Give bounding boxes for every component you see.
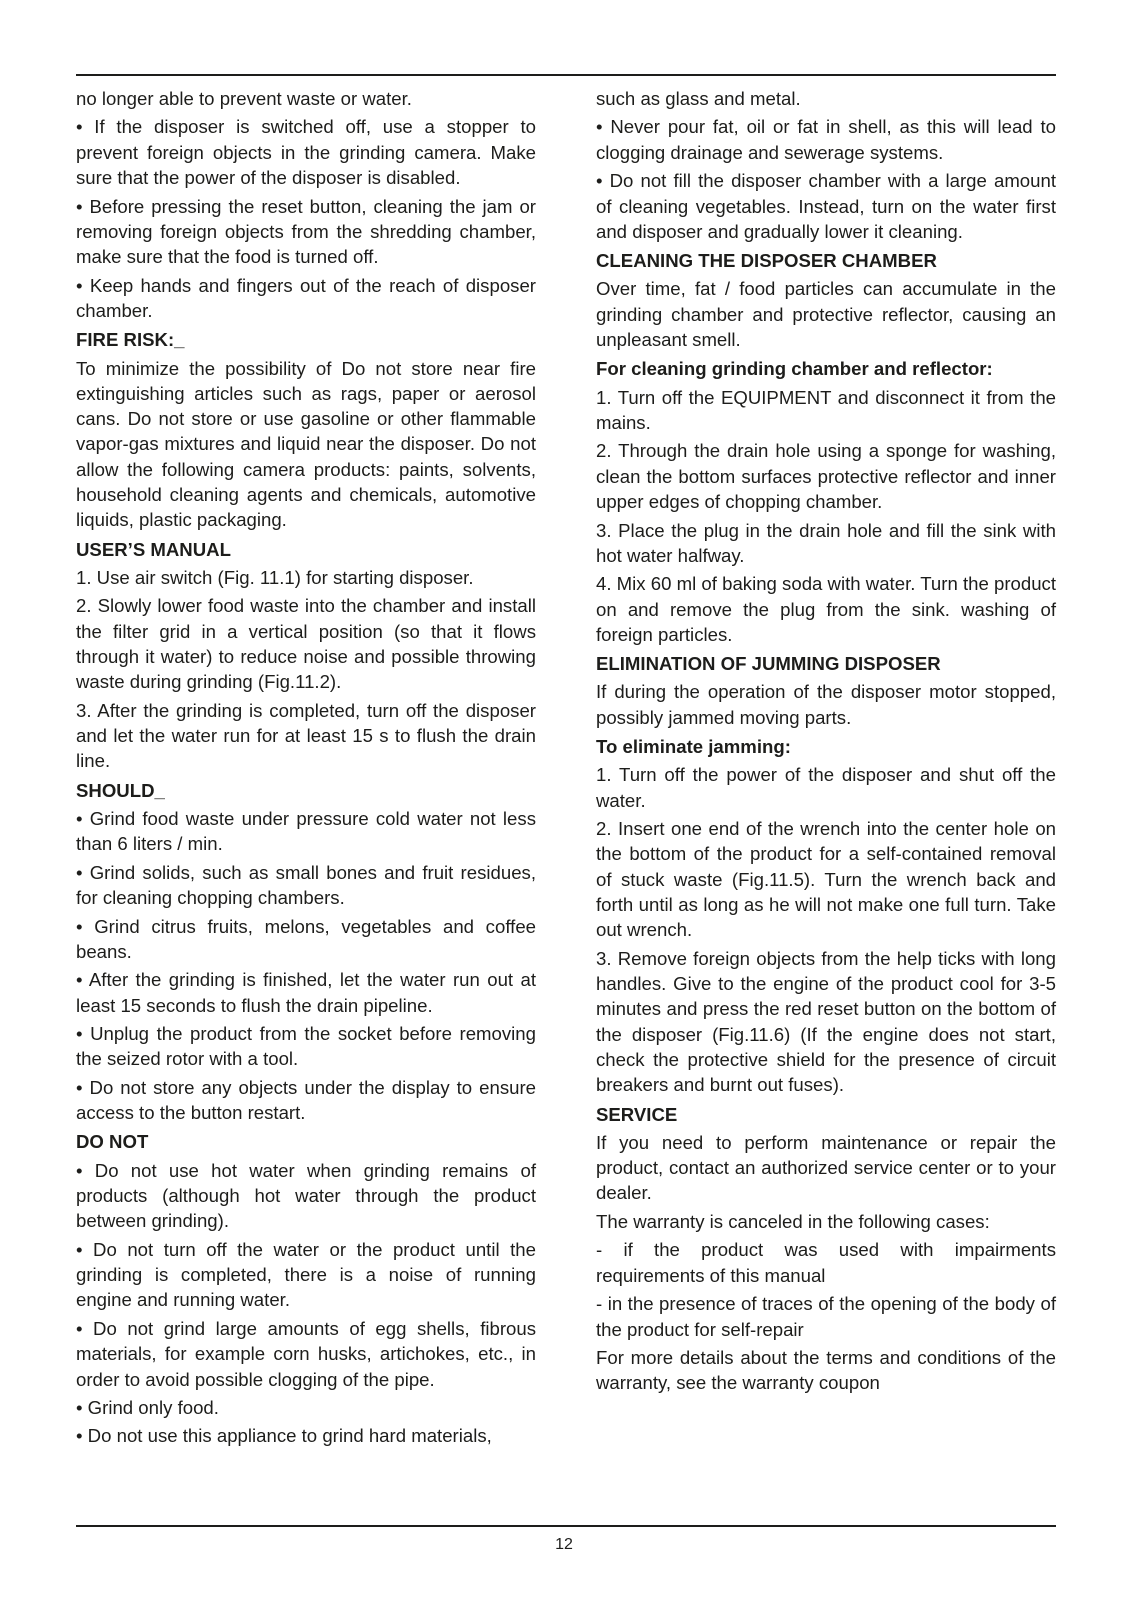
section-heading-service: SERVICE <box>596 1103 678 1125</box>
paragraph: 2. Through the drain hole using a sponge for washing, clean the bottom surfaces protective reflector and inner upper edges of chopping chamber. <box>596 440 1056 513</box>
paragraph: If during the operation of the disposer motor stopped, possibly jammed moving parts. <box>596 681 1056 728</box>
bottom-rule <box>76 1525 1056 1527</box>
left-column <box>76 86 536 1452</box>
subheading-eliminate-jamming: To eliminate jamming: <box>596 736 791 758</box>
paragraph: • Keep hands and fingers out of the reach of disposer chamber. <box>76 274 536 321</box>
paragraph: 3. Place the plug in the drain hole and fill the sink with hot water halfway. <box>596 519 1056 566</box>
section-heading-cleaning: CLEANING THE DISPOSER CHAMBER <box>596 250 937 272</box>
section-heading-fire-risk: FIRE RISK:_ <box>76 329 185 351</box>
paragraph: 2. Insert one end of the wrench into the center hole on the bottom of the product for a self-contained removal of stuck waste (Fig.11.5). Turn the wrench back and forth until as long as he will not make one full turn. Take out wrench. <box>596 818 1056 941</box>
paragraph: such as glass and metal. <box>596 88 801 109</box>
paragraph: • Do not use hot water when grinding remains of products (although hot water through the product between grinding). <box>76 1159 536 1232</box>
paragraph: To minimize the possibility of Do not store near fire extinguishing articles such as rags, paper or aerosol cans. Do not store or use gasoline or other flammable vapor-gas mixtures and liquid near the disposer. Do not allow the following camera products: paints, solvents, household cleaning agents and chemicals, automotive liquids, plastic packaging. <box>76 357 536 531</box>
paragraph: • After the grinding is finished, let the water run out at least 15 seconds to flush the drain pipeline. <box>76 969 536 1016</box>
page-number: 12 <box>555 1536 573 1553</box>
paragraph: 1. Use air switch (Fig. 11.1) for starting disposer. <box>76 566 474 588</box>
paragraph: • Before pressing the reset button, cleaning the jam or removing foreign objects from the shredding chamber, make sure that the food is turned off. <box>76 195 536 268</box>
paragraph: • If the disposer is switched off, use a stopper to prevent foreign objects in the grinding camera. Make sure that the power of the disposer is disabled. <box>76 116 536 189</box>
paragraph: • Unplug the product from the socket before removing the seized rotor with a tool. <box>76 1023 536 1070</box>
paragraph: - if the product was used with impairments requirements of this manual <box>596 1239 1056 1286</box>
paragraph: For more details about the terms and conditions of the warranty, see the warranty coupon <box>596 1347 1056 1394</box>
subheading-cleaning-chamber: For cleaning grinding chamber and reflector: <box>596 358 993 380</box>
paragraph: 3. After the grinding is completed, turn off the disposer and let the water run for at least 15 s to flush the drain line. <box>76 699 536 772</box>
paragraph: • Do not fill the disposer chamber with a large amount of cleaning vegetables. Instead, turn on the water first and disposer and gradually lower it cleaning. <box>596 170 1056 242</box>
paragraph: • Do not store any objects under the display to ensure access to the button restart. <box>76 1076 536 1124</box>
paragraph: 2. Slowly lower food waste into the chamber and install the filter grid in a vertical position (so that it flows through it water) to reduce noise and possible throwing waste during grinding (Fig.11.2). <box>76 595 536 693</box>
section-heading-jamming: ELIMINATION OF JUMMING DISPOSER <box>596 653 941 675</box>
paragraph: • Grind solids, such as small bones and fruit residues, for cleaning chopping chambers. <box>76 861 536 909</box>
paragraph: The warranty is canceled in the following cases: <box>596 1210 990 1232</box>
paragraph: Over time, fat / food particles can accumulate in the grinding chamber and protective reflector, causing an unpleasant smell. <box>596 278 1056 351</box>
paragraph: 3. Remove foreign objects from the help ticks with long handles. Give to the engine of the product cool for 3-5 minutes and press the red reset button on the bottom of the disposer (Fig.11.6) (If the engine does not start, check the protective shield for the presence of circuit breakers and burnt out fuses). <box>596 947 1056 1096</box>
section-heading-should: SHOULD_ <box>76 779 165 801</box>
top-rule <box>76 74 1056 76</box>
paragraph: • Never pour fat, oil or fat in shell, as this will lead to clogging drainage and sewerage systems. <box>596 116 1056 163</box>
paragraph: - in the presence of traces of the opening of the body of the product for self-repair <box>596 1293 1056 1340</box>
paragraph: 1. Turn off the EQUIPMENT and disconnect it from the mains. <box>596 386 1056 433</box>
paragraph: • Do not use this appliance to grind hard materials, <box>76 1425 492 1447</box>
right-column <box>596 86 1056 1399</box>
paragraph: If you need to perform maintenance or repair the product, contact an authorized service center or to your dealer. <box>596 1131 1056 1204</box>
paragraph: • Grind food waste under pressure cold water not less than 6 liters / min. <box>76 807 536 855</box>
section-heading-do-not: DO NOT <box>76 1131 149 1153</box>
paragraph: • Grind citrus fruits, melons, vegetables and coffee beans. <box>76 915 536 962</box>
paragraph: 1. Turn off the power of the disposer and shut off the water. <box>596 764 1056 811</box>
paragraph: • Do not turn off the water or the product until the grinding is completed, there is a noise of running engine and running water. <box>76 1238 536 1311</box>
paragraph: no longer able to prevent waste or water. <box>76 88 412 109</box>
paragraph: • Do not grind large amounts of egg shells, fibrous materials, for example corn husks, artichokes, etc., in order to avoid possible clogging of the pipe. <box>76 1317 536 1390</box>
section-heading-users-manual: USER’S MANUAL <box>76 538 231 560</box>
paragraph: 4. Mix 60 ml of baking soda with water. Turn the product on and remove the plug from the sink. washing of foreign particles. <box>596 573 1056 645</box>
paragraph: • Grind only food. <box>76 1396 219 1418</box>
